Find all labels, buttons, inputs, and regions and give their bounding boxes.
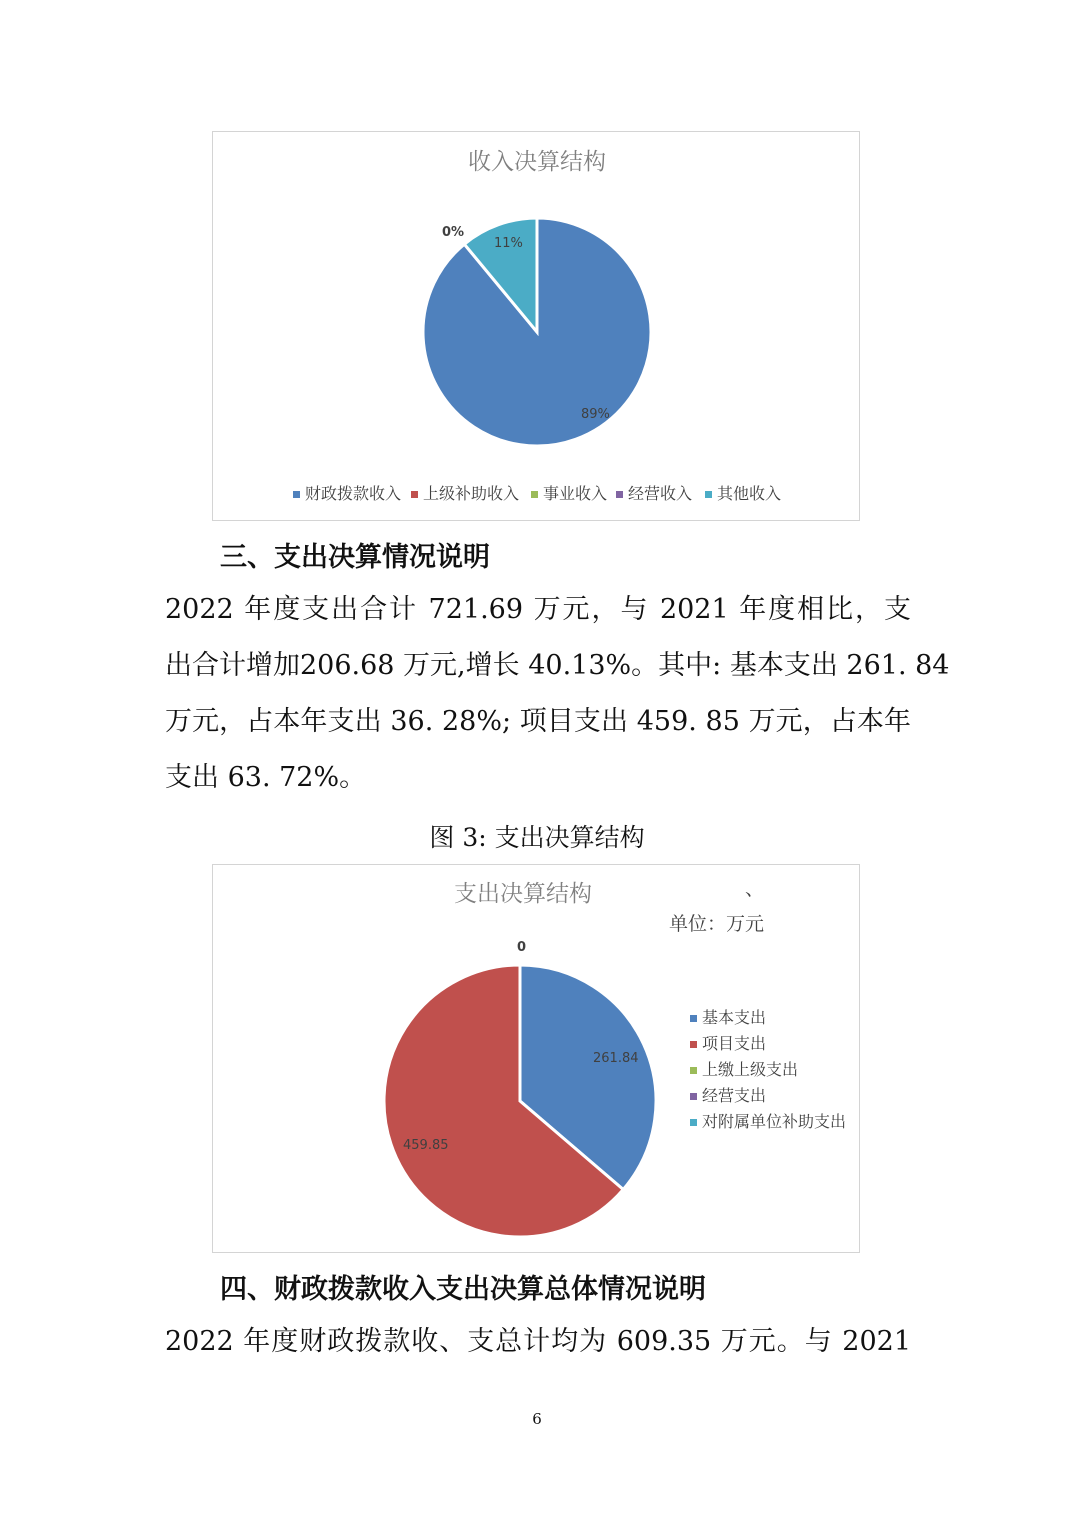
data-label-basic: 261.84 [593, 1051, 639, 1066]
legend-item: 上级补助收入 [423, 484, 520, 503]
section-heading-fiscal: 四、财政拨款收入支出决算总体情况说明 [220, 1274, 706, 1305]
paragraph-line: 2022 年度支出合计 721.69 万元，与 2021 年度相比，支 [165, 594, 911, 625]
chart-title: 支出决算结构 [454, 881, 592, 907]
legend-swatch [690, 1093, 697, 1100]
expense-pie [384, 965, 656, 1237]
data-label-fiscal: 89% [581, 407, 610, 422]
paragraph-line: 支出 63. 72%。 [165, 762, 367, 793]
legend-item: 项目支出 [702, 1034, 767, 1053]
legend-item: 对附属单位补助支出 [702, 1112, 847, 1131]
legend-swatch [531, 491, 538, 498]
expense-legend [690, 1008, 846, 1131]
data-label-project: 459.85 [403, 1138, 449, 1153]
expense-paragraph [165, 582, 950, 806]
legend-swatch [411, 491, 418, 498]
income-legend [293, 484, 781, 503]
legend-swatch [690, 1015, 697, 1022]
legend-swatch [690, 1067, 697, 1074]
figure-caption: 图 3: 支出决算结构 [429, 823, 645, 852]
data-label-zero: 0 [517, 940, 527, 955]
legend-swatch [690, 1041, 697, 1048]
legend-item: 其他收入 [717, 484, 782, 503]
section-heading-expense: 三、支出决算情况说明 [220, 542, 490, 573]
legend-item: 经营支出 [702, 1086, 767, 1105]
chart-title: 收入决算结构 [468, 149, 606, 175]
paragraph-line: 万元，占本年支出 36. 28%; 项目支出 459. 85 万元，占本年 [165, 706, 911, 737]
fiscal-paragraph [165, 1314, 911, 1370]
legend-item: 经营收入 [628, 484, 693, 503]
data-label-other: 11% [494, 236, 523, 251]
legend-item: 基本支出 [702, 1008, 767, 1027]
income-pie [423, 218, 651, 446]
legend-item: 上缴上级支出 [702, 1060, 799, 1079]
expense-structure-chart [212, 864, 860, 1253]
legend-swatch [690, 1119, 697, 1126]
income-structure-chart [212, 131, 860, 521]
income-pie-svg [213, 132, 861, 522]
legend-swatch [616, 491, 623, 498]
expense-pie-svg [213, 865, 861, 1254]
legend-swatch [293, 491, 300, 498]
unit-label: 单位：万元 [669, 913, 765, 935]
paragraph-line: 2022 年度财政拨款收、支总计均为 609.35 万元。与 2021 [165, 1326, 911, 1357]
legend-swatch [705, 491, 712, 498]
page-number: 6 [532, 1410, 542, 1428]
data-label-zero: 0% [442, 225, 465, 240]
legend-item: 财政拨款收入 [305, 484, 402, 503]
stray-mark: 、 [745, 878, 765, 900]
legend-item: 事业收入 [543, 484, 608, 503]
paragraph-line: 出合计增加206.68 万元,增长 40.13%。其中: 基本支出 261. 84 [165, 650, 950, 681]
